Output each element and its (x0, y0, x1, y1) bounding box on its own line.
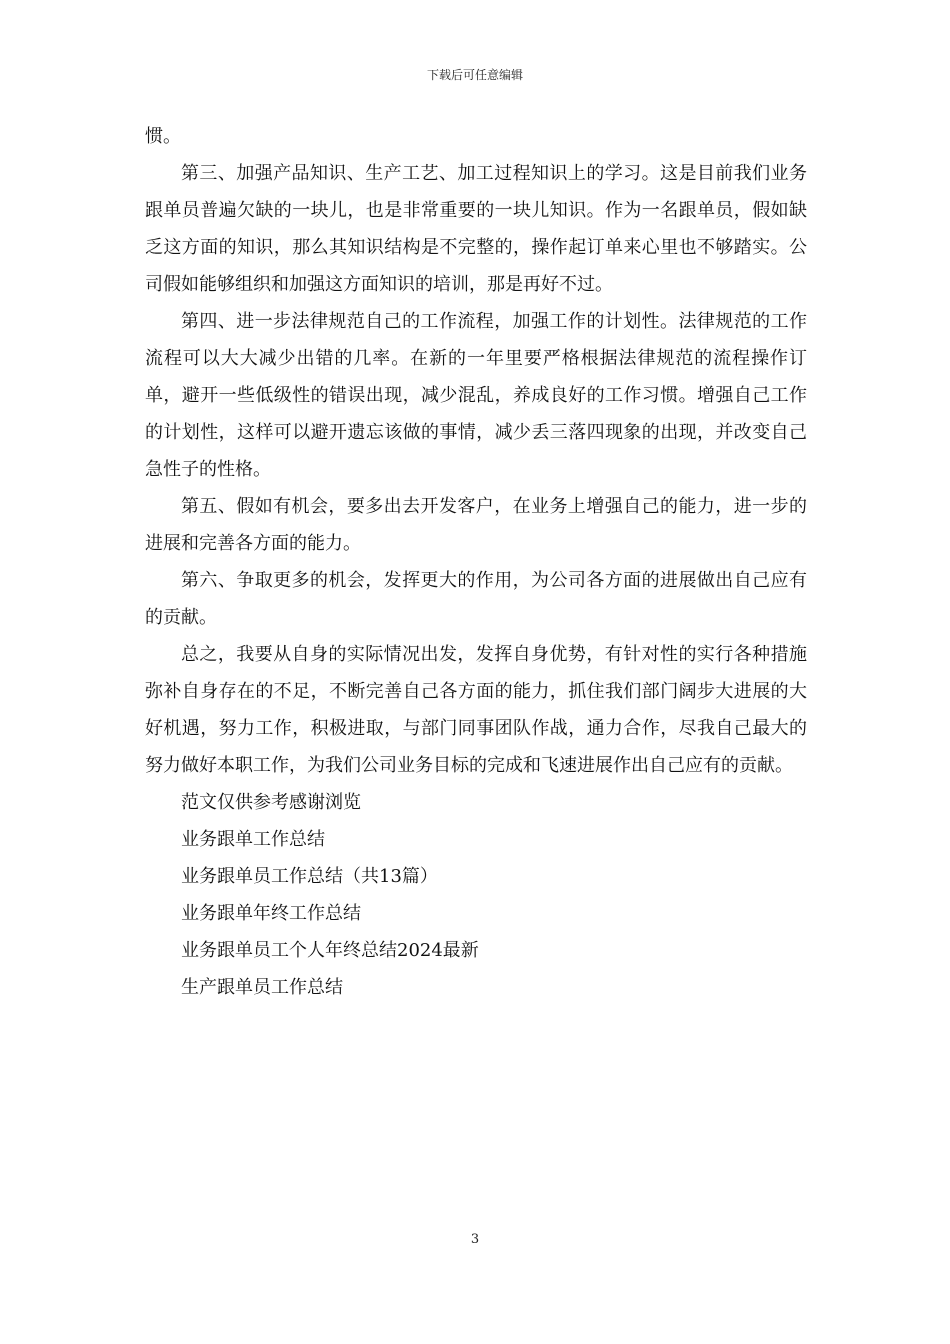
related-link-item[interactable]: 业务跟单员工个人年终总结2024最新 (181, 940, 479, 961)
paragraph-fourth-point: 第四、进一步法律规范自己的工作流程，加强工作的计划性。法律规范的工作流程可以大大减少出错的几率。在新的一年里要严格根据法律规范的流程操作订单，避开一些低级性的错误出现，减少混乱，养成良好的工作习惯。增强自己工作的计划性，这样可以避开遗忘该做的事情，减少丢三落四现象的出现，并改变自己急性子的性格。 (145, 311, 807, 480)
related-link-item[interactable]: 生产跟单员工作总结 (181, 977, 343, 998)
related-link-item[interactable]: 业务跟单工作总结 (181, 829, 325, 850)
paragraph-conclusion: 总之，我要从自身的实际情况出发，发挥自身优势，有针对性的实行各种措施弥补自身存在的不足，不断完善自己各方面的能力，抓住我们部门阔步大进展的大好机遇，努力工作，积极进取，与部门同事团队作战，通力合作，尽我自己最大的努力做好本职工作，为我们公司业务目标的完成和飞速进展作出自己应有的贡献。 (145, 644, 807, 776)
paragraph-fifth-point: 第五、假如有机会，要多出去开发客户，在业务上增强自己的能力，进一步的进展和完善各方面的能力。 (145, 496, 807, 554)
related-link-item[interactable]: 业务跟单年终工作总结 (181, 903, 361, 924)
document-body (145, 118, 807, 1006)
page-number: 3 (470, 1232, 480, 1247)
reference-note: 范文仅供参考感谢浏览 (181, 792, 361, 813)
related-link-item[interactable]: 业务跟单员工作总结（共13篇） (181, 866, 438, 887)
paragraph-sixth-point: 第六、争取更多的机会，发挥更大的作用，为公司各方面的进展做出自己应有的贡献。 (145, 570, 807, 628)
paragraph-continuation: 惯。 (145, 126, 181, 147)
paragraph-third-point: 第三、加强产品知识、生产工艺、加工过程知识上的学习。这是目前我们业务跟单员普遍欠缺的一块儿，也是非常重要的一块儿知识。作为一名跟单员，假如缺乏这方面的知识，那么其知识结构是不完整的，操作起订单来心里也不够踏实。公司假如能够组织和加强这方面知识的培训，那是再好不过。 (145, 163, 807, 295)
page-header: 下载后可任意编辑 (426, 68, 523, 82)
